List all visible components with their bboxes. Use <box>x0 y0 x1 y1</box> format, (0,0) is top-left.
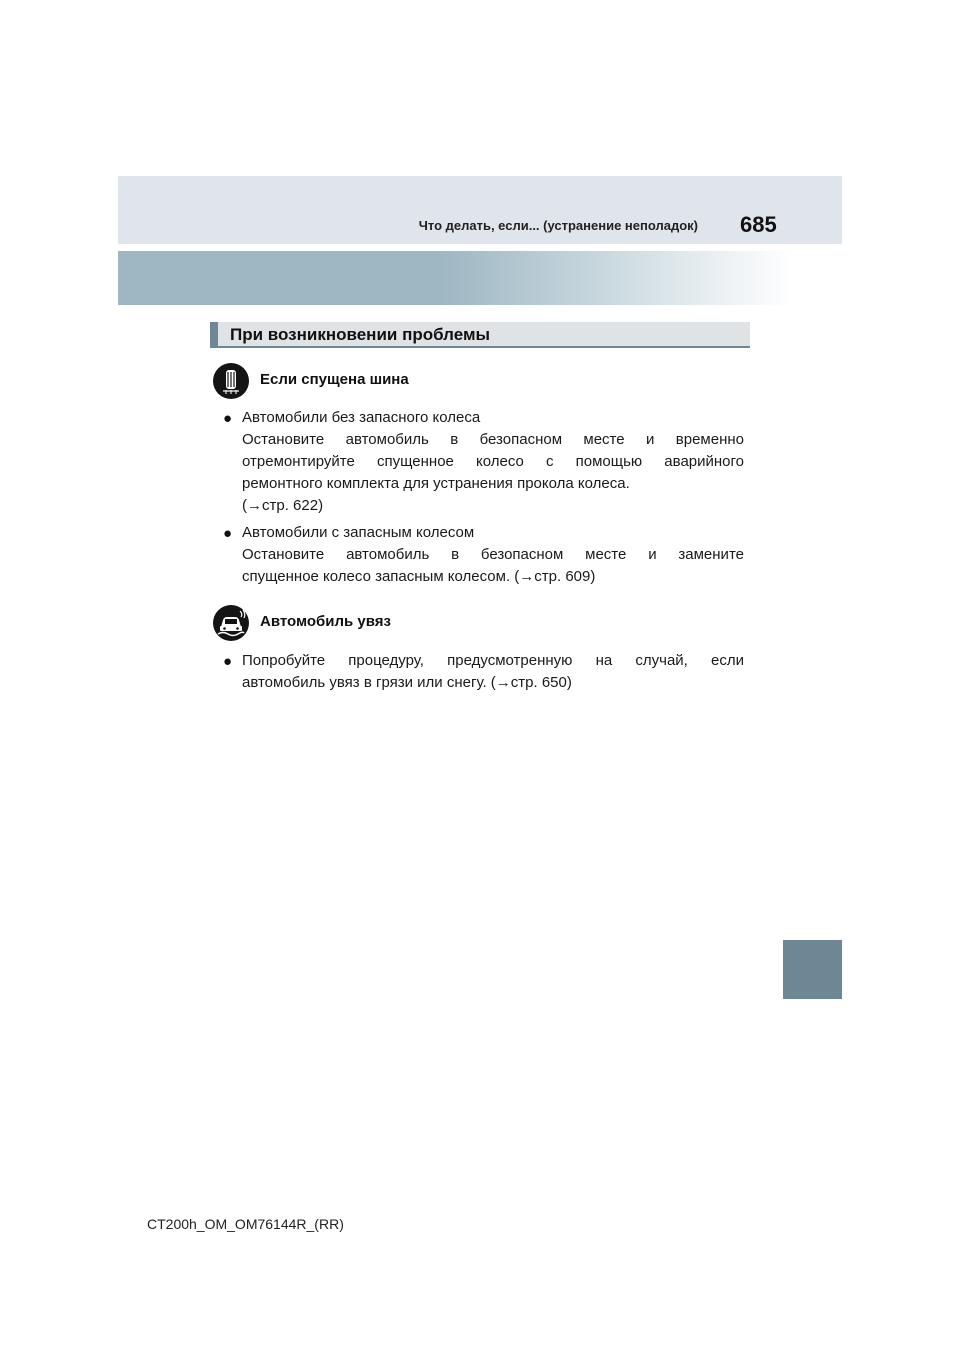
stuck-car-icon <box>213 605 249 641</box>
bullet-icon: ● <box>223 525 233 542</box>
document-code: CT200h_OM_OM76144R_(RR) <box>147 1216 344 1232</box>
section-title: При возникновении проблемы <box>230 325 491 344</box>
flat-tire-heading: Если спущена шина <box>260 371 409 388</box>
chapter-title: Что делать, если... (устранение неполадок) <box>418 218 698 233</box>
decorative-gradient-band <box>118 251 792 305</box>
bullet-icon: ● <box>223 653 233 670</box>
section-header <box>210 322 750 348</box>
item-text-line: отремонтируйте спущенное колесо с помощью аварийного <box>242 453 744 470</box>
stuck-vehicle-heading: Автомобиль увяз <box>260 613 392 630</box>
flat-tire-icon <box>213 363 249 399</box>
item-text-line: спущенное колесо запасным колесом. (→стр. 609) <box>242 568 596 585</box>
flat-tire-item-with-spare <box>242 522 744 588</box>
item-text-line: Остановите автомобиль в безопасном месте и временно <box>242 431 744 448</box>
chapter-side-tab <box>783 940 842 999</box>
stuck-vehicle-item <box>242 650 744 694</box>
item-title: Автомобили без запасного колеса <box>242 409 481 426</box>
item-text-line: Попробуйте процедуру, предусмотренную на случай, если <box>242 652 744 669</box>
item-text-line: ремонтного комплекта для устранения прокола колеса. <box>242 475 630 492</box>
item-title: Автомобили с запасным колесом <box>242 524 475 541</box>
page-number: 685 <box>740 212 777 237</box>
page-reference: (→стр. 622) <box>242 497 324 514</box>
header-band <box>118 176 842 244</box>
item-text-line: автомобиль увяз в грязи или снегу. (→стр. 650) <box>242 674 572 691</box>
bullet-icon: ● <box>223 410 233 427</box>
item-text-line: Остановите автомобиль в безопасном месте и замените <box>242 546 744 563</box>
flat-tire-item-no-spare <box>242 407 744 517</box>
